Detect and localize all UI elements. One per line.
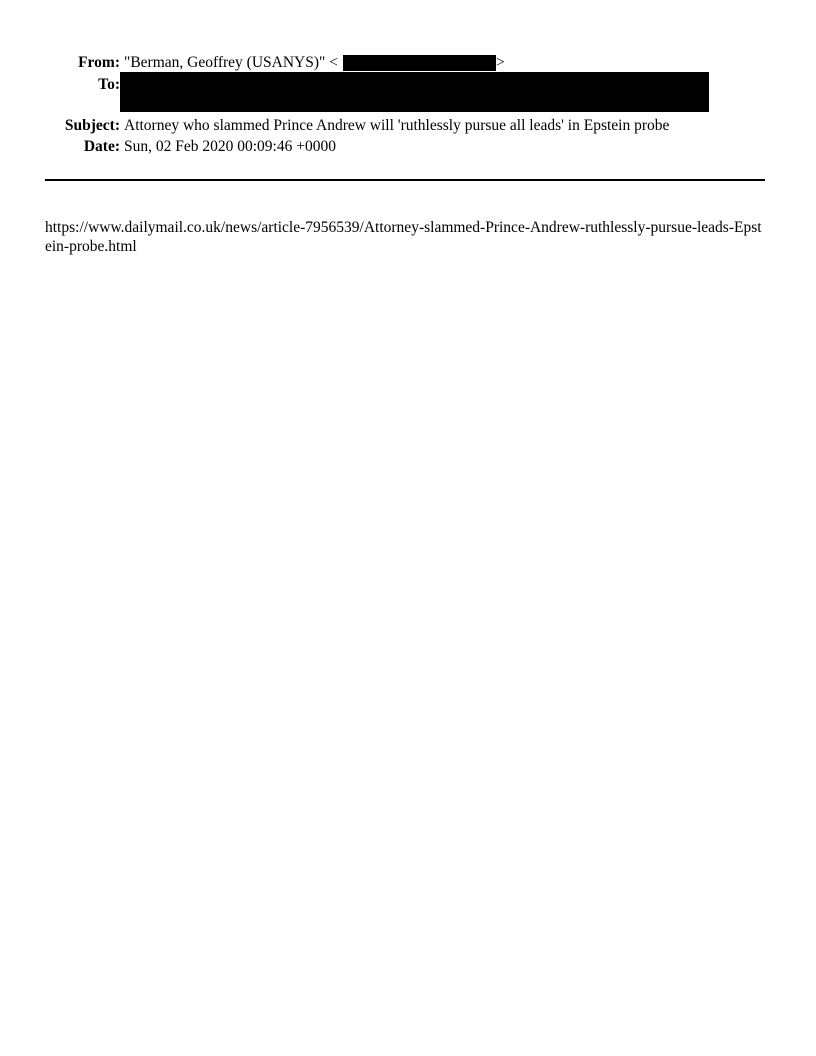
to-recipients-redaction — [120, 72, 709, 112]
date-label: Date: — [83, 138, 120, 155]
from-value: "Berman, Geoffrey (USANYS)" < — [124, 54, 338, 71]
from-email-redaction — [343, 55, 496, 71]
subject-label: Subject: — [64, 117, 120, 134]
date-value: Sun, 02 Feb 2020 00:09:46 +0000 — [124, 138, 336, 155]
to-label: To: — [98, 76, 120, 93]
header-divider — [45, 179, 765, 181]
from-email-close-bracket: > — [496, 54, 505, 71]
subject-value: Attorney who slammed Prince Andrew will 'ruthlessly pursue all leads' in Epstein probe — [124, 117, 670, 134]
email-body-link[interactable]: https://www.dailymail.co.uk/news/article-7956539/Attorney-slammed-Prince-Andrew-ruthlessly-pursue-leads-Epstein-probe.html — [45, 219, 762, 255]
from-label: From: — [78, 54, 120, 71]
